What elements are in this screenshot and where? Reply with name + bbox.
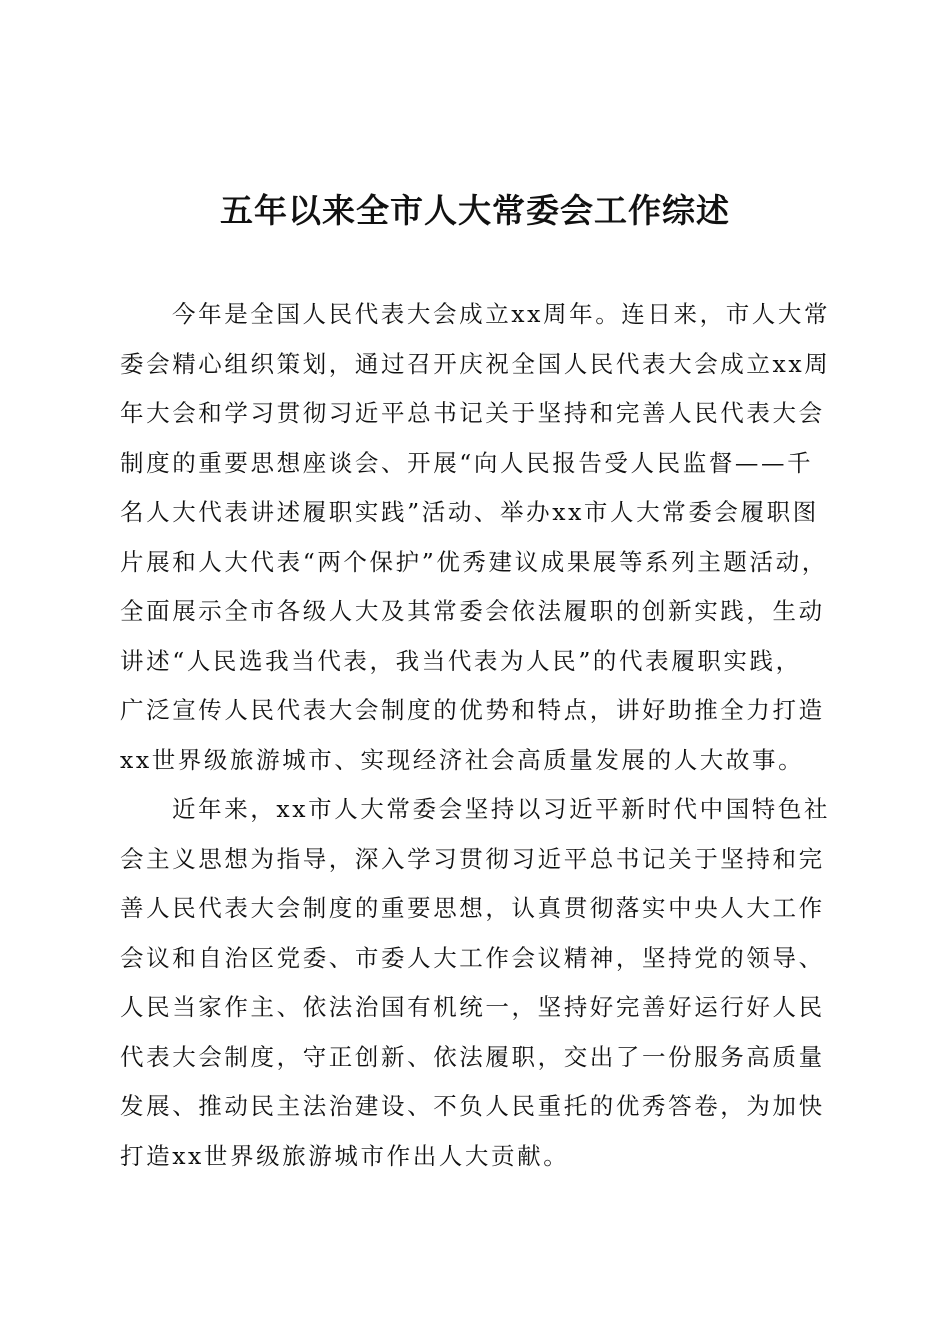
text-line: 善人民代表大会制度的重要思想，认真贯彻落实中央人大工作 <box>120 894 825 922</box>
text-line: 今年是全国人民代表大会成立xx周年。连日来，市人大常 <box>172 300 831 328</box>
text-line: 委会精心组织策划，通过召开庆祝全国人民代表大会成立xx周 <box>120 349 831 378</box>
text-line: 广泛宣传人民代表大会制度的优势和特点，讲好助推全力打造 <box>120 696 825 724</box>
text-line: 名人大代表讲述履职实践”活动、举办xx市人大常委会履职图 <box>120 498 819 526</box>
text-line: 近年来，xx市人大常委会坚持以习近平新时代中国特色社 <box>172 795 831 823</box>
document-title: 五年以来全市人大常委会工作综述 <box>220 191 730 230</box>
text-line: 全面展示全市各级人大及其常委会依法履职的创新实践，生动 <box>120 597 825 625</box>
text-line: 打造xx世界级旅游城市作出人大贡献。 <box>120 1141 570 1170</box>
text-line: 代表大会制度，守正创新、依法履职，交出了一份服务高质量 <box>120 1042 825 1071</box>
text-line: 发展、推动民主法治建设、不负人民重托的优秀答卷，为加快 <box>120 1092 825 1120</box>
text-line: 会主义思想为指导，深入学习贯彻习近平总书记关于坚持和完 <box>120 844 825 873</box>
text-line: 年大会和学习贯彻习近平总书记关于坚持和完善人民代表大会 <box>120 399 825 427</box>
text-line: 会议和自治区党委、市委人大工作会议精神，坚持党的领导、 <box>120 943 825 972</box>
text-line: 人民当家作主、依法治国有机统一，坚持好完善好运行好人民 <box>120 993 825 1021</box>
text-line: 制度的重要思想座谈会、开展“向人民报告受人民监督——千 <box>120 448 814 477</box>
text-line: xx世界级旅游城市、实现经济社会高质量发展的人大故事。 <box>120 745 805 774</box>
text-line: 片展和人大代表“两个保护”优秀建议成果展等系列主题活动， <box>120 547 828 576</box>
paragraph-1 <box>120 290 830 785</box>
document-body <box>120 290 830 1181</box>
text-line: 讲述“人民选我当代表，我当代表为人民”的代表履职实践， <box>120 646 802 675</box>
paragraph-2 <box>120 785 830 1181</box>
